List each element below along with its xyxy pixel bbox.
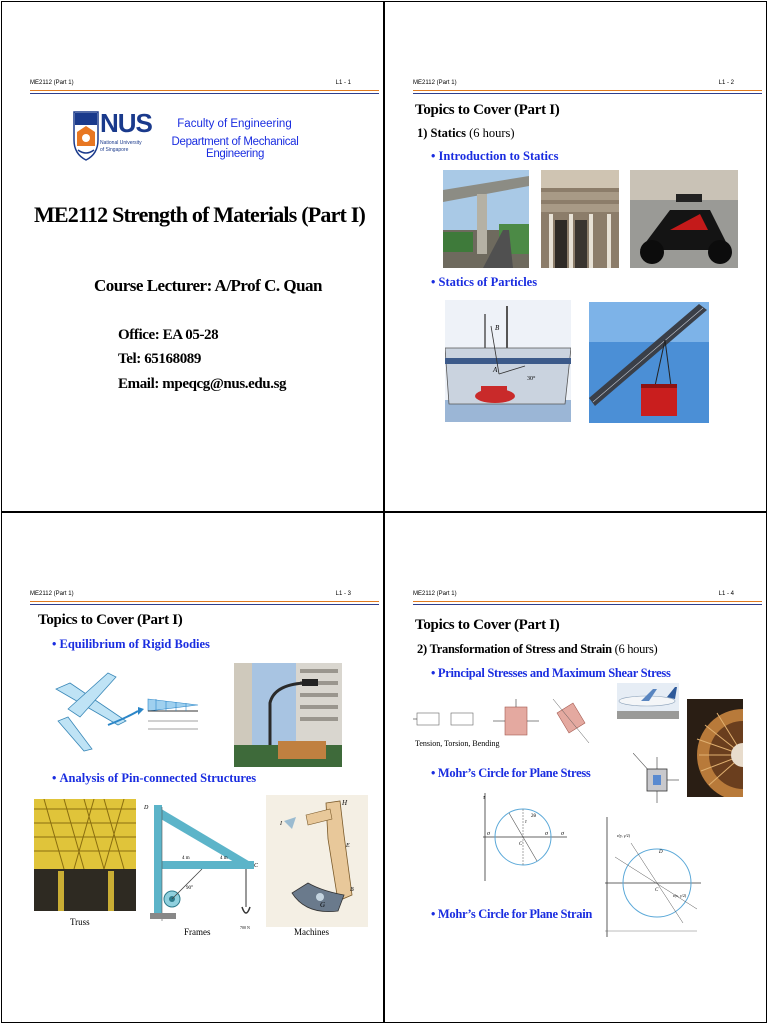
mohr-circle-strain-diagram bbox=[601, 813, 701, 937]
header-page: L1 - 2 bbox=[718, 80, 734, 86]
svg-text:τ: τ bbox=[525, 820, 527, 825]
slide-3 bbox=[1, 512, 384, 1023]
header-rule-orange bbox=[30, 90, 379, 91]
airplane-wing-diagram bbox=[48, 663, 208, 755]
truss-photo bbox=[34, 799, 136, 911]
svg-text:B: B bbox=[495, 324, 500, 332]
ship-crane-diagram bbox=[445, 300, 571, 422]
slide-1 bbox=[1, 1, 384, 512]
svg-text:A: A bbox=[493, 366, 498, 374]
header-rule-navy bbox=[30, 93, 379, 94]
bullet-dot-icon: • bbox=[431, 907, 438, 921]
turbine-photo bbox=[687, 699, 743, 797]
caption-tension-torsion-bending: Tension, Torsion, Bending bbox=[415, 739, 500, 748]
slide-header bbox=[413, 591, 734, 601]
header-course: ME2112 (Part 1) bbox=[30, 80, 74, 86]
street-lamp-photo bbox=[234, 663, 342, 767]
svg-text:E: E bbox=[346, 843, 350, 849]
svg-text:2θ: 2θ bbox=[531, 814, 536, 819]
building-photo bbox=[541, 170, 619, 268]
topic-number: 1) bbox=[417, 126, 428, 140]
topic-label: Transformation of Stress and Strain bbox=[429, 642, 612, 656]
header-page: L1 - 3 bbox=[335, 591, 351, 597]
slide-header bbox=[30, 591, 351, 601]
header-rule-navy bbox=[413, 93, 762, 94]
svg-text:G: G bbox=[320, 901, 326, 909]
svg-text:σ: σ bbox=[561, 831, 564, 837]
header-rule-orange bbox=[30, 601, 379, 602]
header-page: L1 - 4 bbox=[718, 591, 734, 597]
svg-text:τ: τ bbox=[483, 795, 486, 801]
department-name: Department of Mechanical Engineering bbox=[171, 136, 299, 160]
header-rule-orange bbox=[413, 90, 762, 91]
nus-crest-icon bbox=[72, 110, 100, 162]
caption-truss: Truss bbox=[70, 917, 90, 927]
slide-title: Topics to Cover (Part I) bbox=[38, 612, 183, 628]
bullet-dot-icon: • bbox=[431, 766, 438, 780]
bullet-text: Principal Stresses and Maximum Shear Stress bbox=[437, 666, 671, 680]
header-course: ME2112 (Part 1) bbox=[413, 80, 457, 86]
bullet-dot-icon: • bbox=[431, 149, 439, 163]
faculty-name: Faculty of Engineering bbox=[177, 118, 292, 130]
svg-text:H: H bbox=[342, 799, 348, 807]
frame-diagram bbox=[142, 797, 266, 931]
bullet-text: Mohr’s Circle for Plane Strain bbox=[437, 907, 593, 921]
bullet-pin-connected bbox=[52, 771, 256, 786]
svg-text:30°: 30° bbox=[527, 376, 536, 382]
topic-item bbox=[417, 642, 657, 657]
bullet-dot-icon: • bbox=[52, 771, 60, 785]
header-rule-navy bbox=[413, 604, 762, 605]
svg-text:B: B bbox=[350, 887, 354, 893]
header-rule-navy bbox=[30, 604, 379, 605]
caption-frames: Frames bbox=[184, 927, 211, 937]
svg-text:ε(y, γ/2): ε(y, γ/2) bbox=[617, 833, 630, 838]
bridge-photo bbox=[443, 170, 529, 268]
course-title: ME2112 Strength of Materials (Part I) bbox=[33, 202, 366, 227]
svg-text:90°: 90° bbox=[186, 886, 193, 891]
svg-text:D: D bbox=[659, 850, 663, 855]
topic-hours: (6 hours) bbox=[611, 642, 658, 656]
svg-text:ε(x, γ/2): ε(x, γ/2) bbox=[673, 893, 687, 898]
svg-text:I: I bbox=[280, 821, 282, 827]
airplane-photo bbox=[617, 683, 679, 719]
bullet-text: Introduction to Statics bbox=[438, 149, 559, 163]
svg-text:4 m: 4 m bbox=[182, 856, 190, 861]
mohr-circle-stress-diagram bbox=[475, 789, 569, 881]
slide-title: Topics to Cover (Part I) bbox=[415, 102, 560, 118]
svg-text:C: C bbox=[519, 842, 523, 847]
svg-text:4 m: 4 m bbox=[220, 856, 228, 861]
stress-element-small-diagram bbox=[633, 753, 681, 809]
nus-logo-sub2: of Singapore bbox=[100, 147, 129, 153]
bullet-dot-icon: • bbox=[431, 666, 438, 680]
bullet-principal-stresses bbox=[431, 666, 671, 681]
bullet-intro-statics bbox=[431, 149, 558, 164]
crane-photo bbox=[589, 302, 709, 423]
header-course: ME2112 (Part 1) bbox=[30, 591, 74, 597]
bullet-text: Equilibrium of Rigid Bodies bbox=[59, 637, 210, 651]
excavator-diagram bbox=[266, 795, 368, 927]
svg-text:700 N: 700 N bbox=[240, 925, 250, 930]
bullet-dot-icon: • bbox=[52, 637, 60, 651]
bullet-text: Statics of Particles bbox=[438, 275, 538, 289]
bullet-rigid-bodies bbox=[52, 637, 210, 652]
telephone: Tel: 65168089 bbox=[118, 351, 201, 367]
svg-text:σ: σ bbox=[545, 831, 548, 837]
svg-text:σ: σ bbox=[487, 831, 490, 837]
slide-header bbox=[413, 80, 734, 90]
bullet-mohr-stress bbox=[431, 766, 590, 781]
bullet-mohr-strain bbox=[431, 907, 592, 922]
slide-4 bbox=[384, 512, 767, 1023]
office: Office: EA 05-28 bbox=[118, 327, 219, 343]
race-car-photo bbox=[630, 170, 738, 268]
bullet-dot-icon: • bbox=[431, 275, 439, 289]
caption-machines: Machines bbox=[294, 927, 329, 937]
topic-number: 2) bbox=[417, 642, 427, 656]
slide-header bbox=[30, 80, 351, 90]
slide-2 bbox=[384, 1, 767, 512]
bullet-text: Analysis of Pin-connected Structures bbox=[59, 771, 257, 785]
header-page: L1 - 1 bbox=[335, 80, 351, 86]
bullet-statics-particles bbox=[431, 275, 537, 290]
svg-text:C: C bbox=[655, 888, 659, 893]
header-rule-orange bbox=[413, 601, 762, 602]
nus-logo-text: NUS bbox=[100, 108, 152, 138]
bullet-text: Mohr’s Circle for Plane Stress bbox=[437, 766, 591, 780]
nus-logo-sub1: National University bbox=[100, 140, 142, 146]
header-course: ME2112 (Part 1) bbox=[413, 591, 457, 597]
course-lecturer: Course Lecturer: A/Prof C. Quan bbox=[94, 276, 322, 295]
topic-hours: (6 hours) bbox=[465, 126, 515, 140]
svg-text:C: C bbox=[254, 863, 259, 869]
topic-label: Statics bbox=[430, 126, 466, 140]
svg-text:D: D bbox=[144, 805, 149, 811]
topic-item bbox=[417, 126, 515, 141]
slide-title: Topics to Cover (Part I) bbox=[415, 617, 560, 633]
email: Email: mpeqcg@nus.edu.sg bbox=[118, 376, 287, 392]
